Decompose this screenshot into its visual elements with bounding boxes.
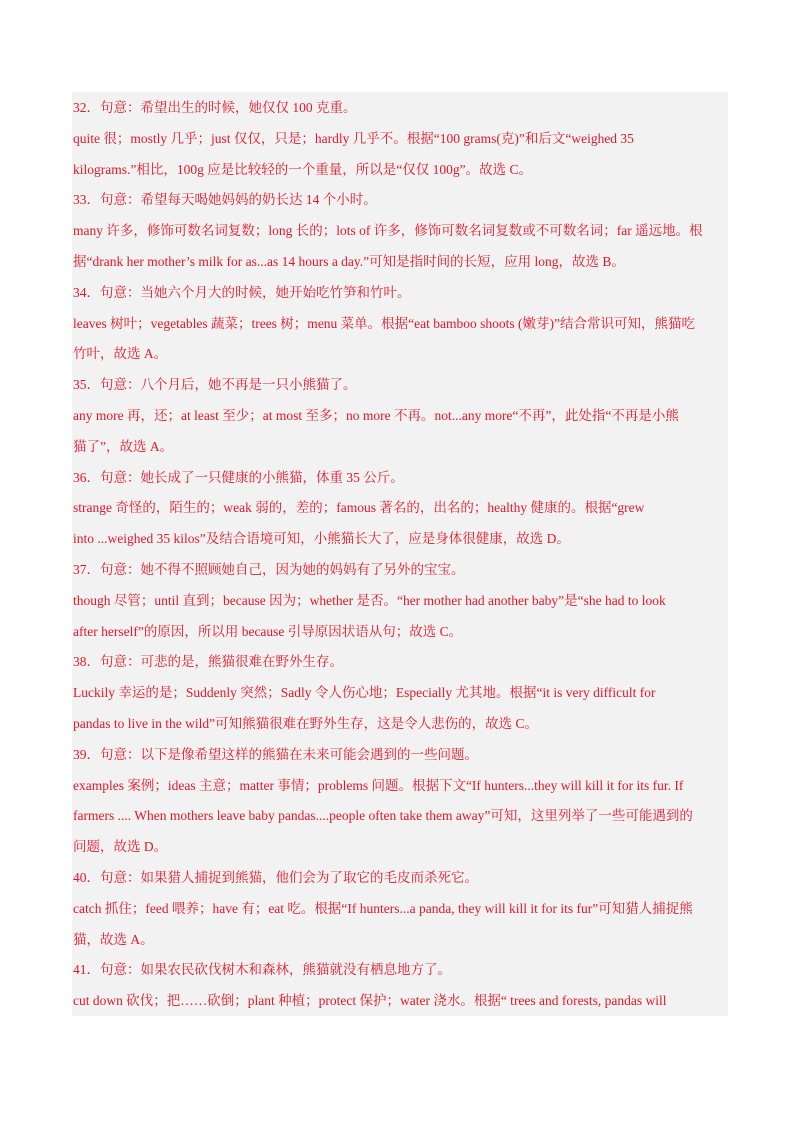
text-line: 据“drank her mother’s milk for as...as 14 hours a day.”可知是指时间的长短，应用 long，故选 B。 <box>73 254 625 269</box>
text-line: pandas to live in the wild”可知熊猫很难在野外生存，这是令人悲伤的，故选 C。 <box>73 716 538 731</box>
text-line: leaves 树叶；vegetables 蔬菜；trees 树；menu 菜单。根据“eat bamboo shoots (嫩芽)”结合常识可知，熊猫吃 <box>73 315 696 331</box>
text-line: 竹叶，故选 A。 <box>73 346 168 362</box>
text-line: many 许多，修饰可数名词复数；long 长的；lots of 许多，修饰可数名词复数或不可数名词；far 遥远地。根 <box>73 223 703 239</box>
text-line: farmers .... When mothers leave baby pandas....people often take them away”可知，这里列举了一些可能遇到的 <box>73 808 693 824</box>
text-line: 37．句意：她不得不照顾她自己，因为她的妈妈有了另外的宝宝。 <box>73 562 465 577</box>
text-line: 38．句意：可悲的是，熊猫很难在野外生存。 <box>73 654 343 670</box>
text-line: 猫，故选 A。 <box>73 931 154 947</box>
text-line: 34．句意：当她六个月大的时候，她开始吃竹笋和竹叶。 <box>73 284 411 300</box>
text-line: 36．句意：她长成了一只健康的小熊猫，体重 35 公斤。 <box>73 469 404 485</box>
text-line: catch 抓住；feed 喂养；have 有；eat 吃。根据“If hunters...a panda, they will kill it for its fur”可知猎人捕捉熊 <box>73 900 693 916</box>
text-line: strange 奇怪的，陌生的；weak 弱的，差的；famous 著名的，出名的；healthy 健康的。根据“grew <box>73 500 645 516</box>
text-line: 39．句意：以下是像希望这样的熊猫在未来可能会遇到的一些问题。 <box>73 746 478 762</box>
text-line: 猫了”，故选 A。 <box>73 438 174 454</box>
text-line: Luckily 幸运的是；Suddenly 突然；Sadly 令人伤心地；Especially 尤其地。根据“it is very difficult for <box>73 685 656 701</box>
text-line: 33．句意：希望每天喝她妈妈的奶长达 14 个小时。 <box>73 192 377 208</box>
text-line: 40．句意：如果猎人捕捉到熊猫，他们会为了取它的毛皮而杀死它。 <box>73 870 478 885</box>
text-line: into ...weighed 35 kilos”及结合语境可知，小熊猫长大了，应是身体很健康，故选 D。 <box>73 531 570 547</box>
text-line: cut down 砍伐；把……砍倒；plant 种植；protect 保护；water 浇水。根据“ trees and forests, pandas will <box>73 993 667 1009</box>
text-line: 32．句意：希望出生的时候，她仅仅 100 克重。 <box>73 100 357 115</box>
text-line: 35．句意：八个月后，她不再是一只小熊猫了。 <box>73 377 357 393</box>
text-line: after herself”的原因，所以用 because 引导原因状语从句；故选 C。 <box>73 623 463 639</box>
text-line: 问题，故选 D。 <box>73 839 168 855</box>
text-line: examples 案例；ideas 主意；matter 事情；problems 问题。根据下文“If hunters...they will kill it for its fur. If <box>73 777 684 793</box>
text-line: any more 再，还；at least 至少；at most 至多；no more 不再。not...any more“不再”，此处指“不再是小熊 <box>73 408 679 423</box>
text-line: though 尽管；until 直到；because 因为；whether 是否。“her mother had another baby”是“she had to look <box>73 592 666 608</box>
text-line: kilograms.”相比，100g 应是比较轻的一个重量，所以是“仅仅 100g”。故选 C。 <box>73 161 532 177</box>
text-line: 41．句意：如果农民砍伐树木和森林，熊猫就没有栖息地方了。 <box>73 962 451 978</box>
text-line: quite 很；mostly 几乎；just 仅仅，只是；hardly 几乎不。根据“100 grams(克)”和后文“weighed 35 <box>73 130 634 146</box>
